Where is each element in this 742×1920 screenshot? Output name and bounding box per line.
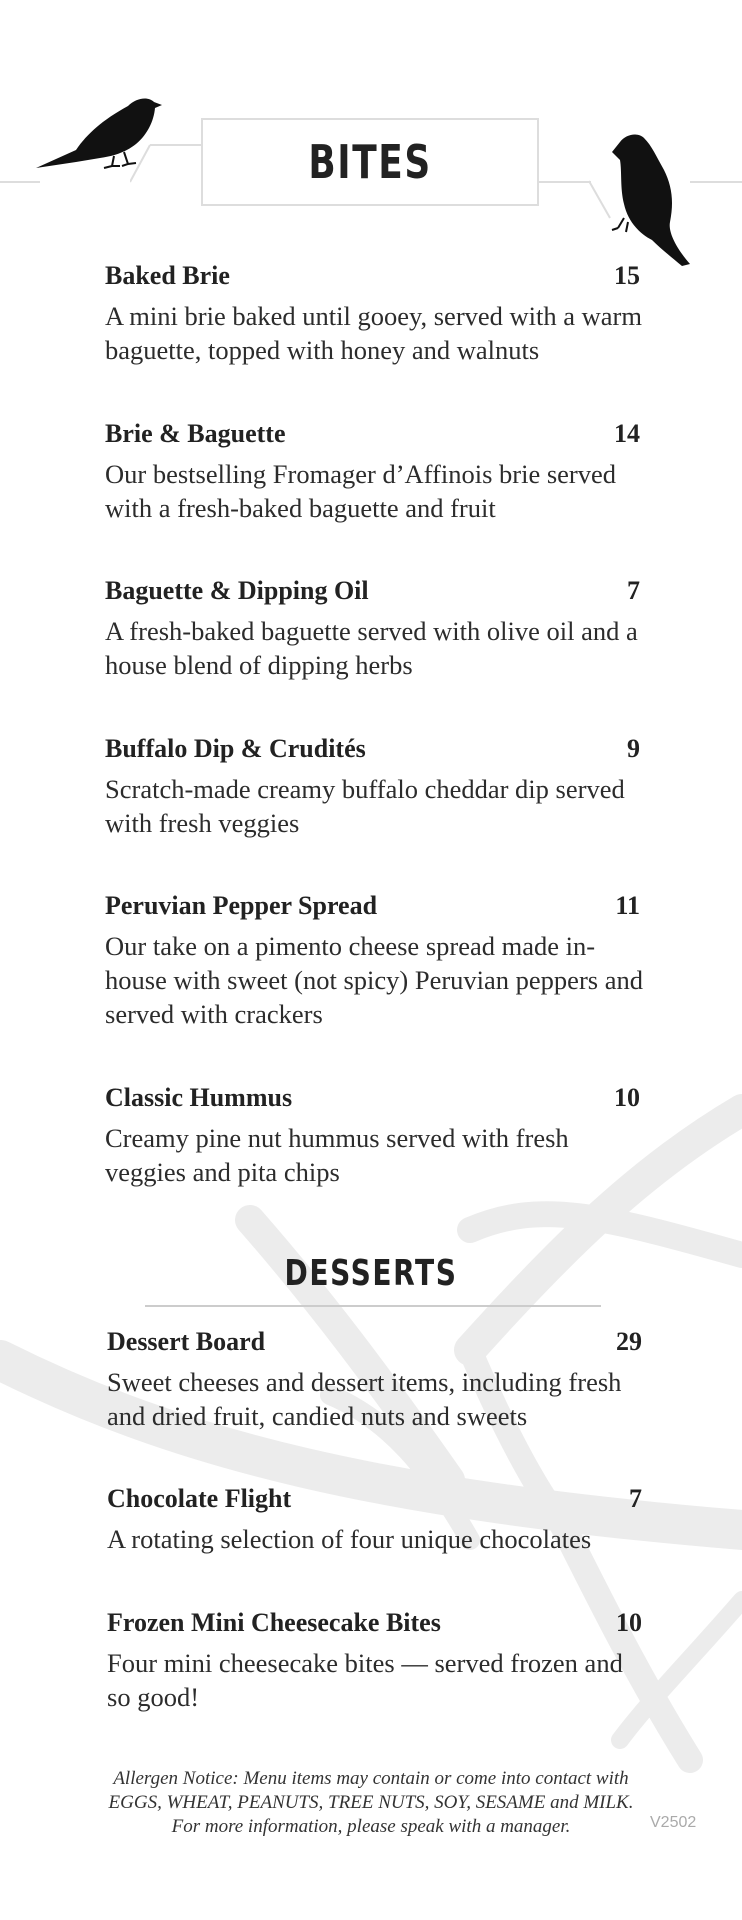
- allergen-line-1: Allergen Notice: Menu items may contain or come into contact with: [113, 1768, 629, 1789]
- bird-silhouette-icon: [606, 130, 694, 268]
- item-name: Dessert Board: [107, 1327, 266, 1356]
- item-description: Our bestselling Fromager d’Affinois brie served with a fresh-baked baguette and fruit: [105, 459, 616, 523]
- item-price: 10: [616, 1608, 642, 1637]
- item-description: A mini brie baked until gooey, served with a warm baguette, topped with honey and walnuts: [105, 301, 642, 365]
- item-price: 7: [627, 576, 640, 605]
- version-code: V2502: [650, 1814, 697, 1831]
- item-price: 10: [614, 1083, 640, 1112]
- header-rule-right: [690, 181, 742, 183]
- item-description: Four mini cheesecake bites — served frozen and so good!: [107, 1648, 623, 1712]
- item-description: A rotating selection of four unique chocolates: [107, 1524, 592, 1554]
- item-description: Scratch-made creamy buffalo cheddar dip served with fresh veggies: [105, 774, 625, 838]
- desserts-rule: [145, 1305, 601, 1307]
- item-name: Classic Hummus: [105, 1083, 293, 1112]
- item-price: 15: [614, 261, 640, 290]
- header-rule-right-mid: [539, 181, 591, 183]
- bites-heading: BITES: [308, 135, 432, 189]
- item-name: Baked Brie: [105, 261, 230, 290]
- item-price: 29: [616, 1327, 642, 1356]
- allergen-line-3: For more information, please speak with a manager.: [171, 1816, 571, 1837]
- item-description: Our take on a pimento cheese spread made in-house with sweet (not spicy) Peruvian peppers and served with crackers: [105, 931, 643, 1029]
- allergen-notice: [40, 1767, 702, 1839]
- item-price: 11: [615, 891, 640, 920]
- item-name: Brie & Baguette: [105, 419, 286, 448]
- item-name: Buffalo Dip & Crudités: [105, 734, 366, 763]
- item-name: Chocolate Flight: [107, 1484, 292, 1513]
- header-rule-left: [0, 181, 40, 183]
- item-name: Frozen Mini Cheesecake Bites: [107, 1608, 441, 1637]
- item-description: A fresh-baked baguette served with olive oil and a house blend of dipping herbs: [105, 616, 638, 680]
- item-name: Baguette & Dipping Oil: [105, 576, 369, 605]
- item-price: 14: [614, 419, 640, 448]
- item-description: Creamy pine nut hummus served with fresh veggies and pita chips: [105, 1123, 569, 1187]
- item-name: Peruvian Pepper Spread: [105, 891, 378, 920]
- item-description: Sweet cheeses and dessert items, including fresh and dried fruit, candied nuts and sweets: [107, 1367, 622, 1431]
- desserts-heading: DESSERTS: [284, 1253, 458, 1294]
- allergen-line-2: EGGS, WHEAT, PEANUTS, TREE NUTS, SOY, SESAME and MILK.: [108, 1792, 634, 1813]
- item-price: 9: [627, 734, 640, 763]
- bites-title-box: [201, 118, 539, 206]
- bird-silhouette-icon: [36, 96, 162, 176]
- item-price: 7: [629, 1484, 642, 1513]
